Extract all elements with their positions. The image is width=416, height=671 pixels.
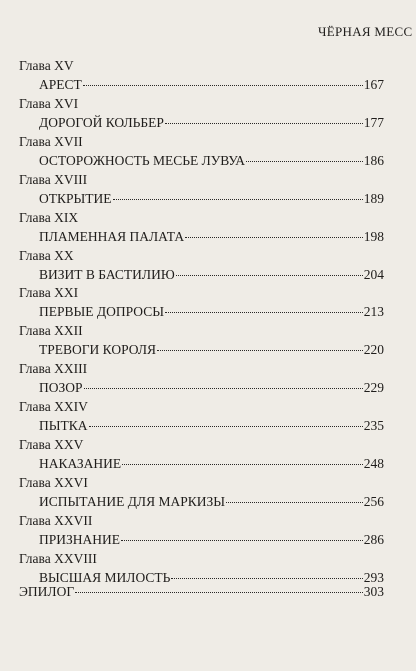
chapter-label: Глава XVIII (19, 171, 88, 187)
toc-entry[interactable] (39, 304, 384, 320)
page-number: 293 (363, 569, 384, 585)
chapter-label: Глава XV (19, 58, 74, 73)
page-number: 204 (363, 266, 384, 282)
leader-dots (171, 578, 362, 579)
toc-entry[interactable] (39, 115, 384, 131)
leader-dots (246, 161, 363, 162)
toc-entry[interactable] (39, 494, 384, 510)
toc-entry[interactable] (39, 267, 384, 283)
leader-dots (75, 592, 363, 593)
leader-dots (176, 275, 363, 276)
leader-dots (122, 464, 363, 465)
leader-dots (84, 388, 363, 389)
toc-entry[interactable] (39, 380, 384, 396)
leader-dots (165, 312, 363, 313)
chapter-title: ТРЕВОГИ КОРОЛЯ (39, 342, 157, 358)
page-number: 303 (363, 584, 384, 599)
chapter-title: ПЛАМЕННАЯ ПАЛАТА (39, 228, 185, 244)
toc-entry[interactable] (39, 191, 384, 207)
toc-entry-epilogue[interactable] (19, 584, 384, 600)
page-number: 189 (363, 190, 384, 206)
leader-dots (113, 199, 363, 200)
chapter-label: Глава XXV (19, 437, 84, 452)
chapter-title: ДОРОГОЙ КОЛЬБЕР (39, 114, 164, 130)
epilogue-title: ЭПИЛОГ (19, 584, 75, 599)
toc-entry[interactable] (39, 77, 384, 93)
chapter-label: Глава XXIV (19, 399, 88, 415)
page-number: 198 (363, 228, 384, 244)
page-number: 229 (363, 380, 384, 396)
toc-entry[interactable] (39, 229, 384, 245)
leader-dots (89, 426, 363, 427)
page-number: 213 (363, 304, 384, 320)
leader-dots (157, 350, 363, 351)
toc-entry[interactable] (39, 153, 384, 169)
page-number: 286 (363, 531, 384, 547)
chapter-title: НАКАЗАНИЕ (39, 456, 122, 471)
chapter-label: Глава XXI (19, 285, 79, 301)
toc-entry[interactable] (39, 342, 384, 358)
page-number: 235 (363, 418, 384, 434)
chapter-label: Глава XIX (19, 209, 79, 225)
toc-entry[interactable] (39, 456, 384, 472)
chapter-title: ПЫТКА (39, 418, 88, 434)
page-number: 177 (363, 114, 384, 130)
chapter-title: ВИЗИТ В БАСТИЛИЮ (39, 266, 175, 282)
toc-entry[interactable] (39, 532, 384, 548)
chapter-title: ОТКРЫТИЕ (39, 190, 112, 206)
leader-dots (226, 502, 363, 503)
chapter-title: ВЫСШАЯ МИЛОСТЬ (39, 569, 171, 585)
chapter-title: ПЕРВЫЕ ДОПРОСЫ (39, 304, 164, 320)
page-number: 186 (363, 152, 384, 168)
page-number: 256 (363, 493, 384, 509)
chapter-title: АРЕСТ (39, 77, 82, 92)
chapter-label: Глава XXII (19, 323, 83, 339)
chapter-label: Глава XXVI (19, 474, 88, 490)
page-number: 220 (363, 342, 384, 358)
running-header: ЧЁРНАЯ МЕСС (318, 24, 413, 39)
chapter-label: Глава XXIII (19, 361, 88, 377)
chapter-title: ПРИЗНАНИЕ (39, 531, 121, 547)
chapter-label: Глава XVI (19, 95, 79, 111)
chapter-label: Глава XVII (19, 133, 83, 149)
chapter-title: ИСПЫТАНИЕ ДЛЯ МАРКИЗЫ (39, 493, 226, 509)
page-number: 248 (363, 456, 384, 471)
leader-dots (121, 540, 363, 541)
chapter-label: Глава XX (19, 247, 74, 263)
chapter-label: Глава XXVII (19, 512, 93, 528)
chapter-title: ОСТОРОЖНОСТЬ МЕСЬЕ ЛУВУА (39, 152, 245, 168)
toc-entry[interactable] (39, 418, 384, 434)
chapter-label: Глава XXVIII (19, 550, 97, 566)
chapter-title: ПОЗОР (39, 380, 83, 396)
leader-dots (185, 237, 363, 238)
page-number: 167 (363, 77, 384, 92)
leader-dots (83, 85, 363, 86)
leader-dots (165, 123, 363, 124)
